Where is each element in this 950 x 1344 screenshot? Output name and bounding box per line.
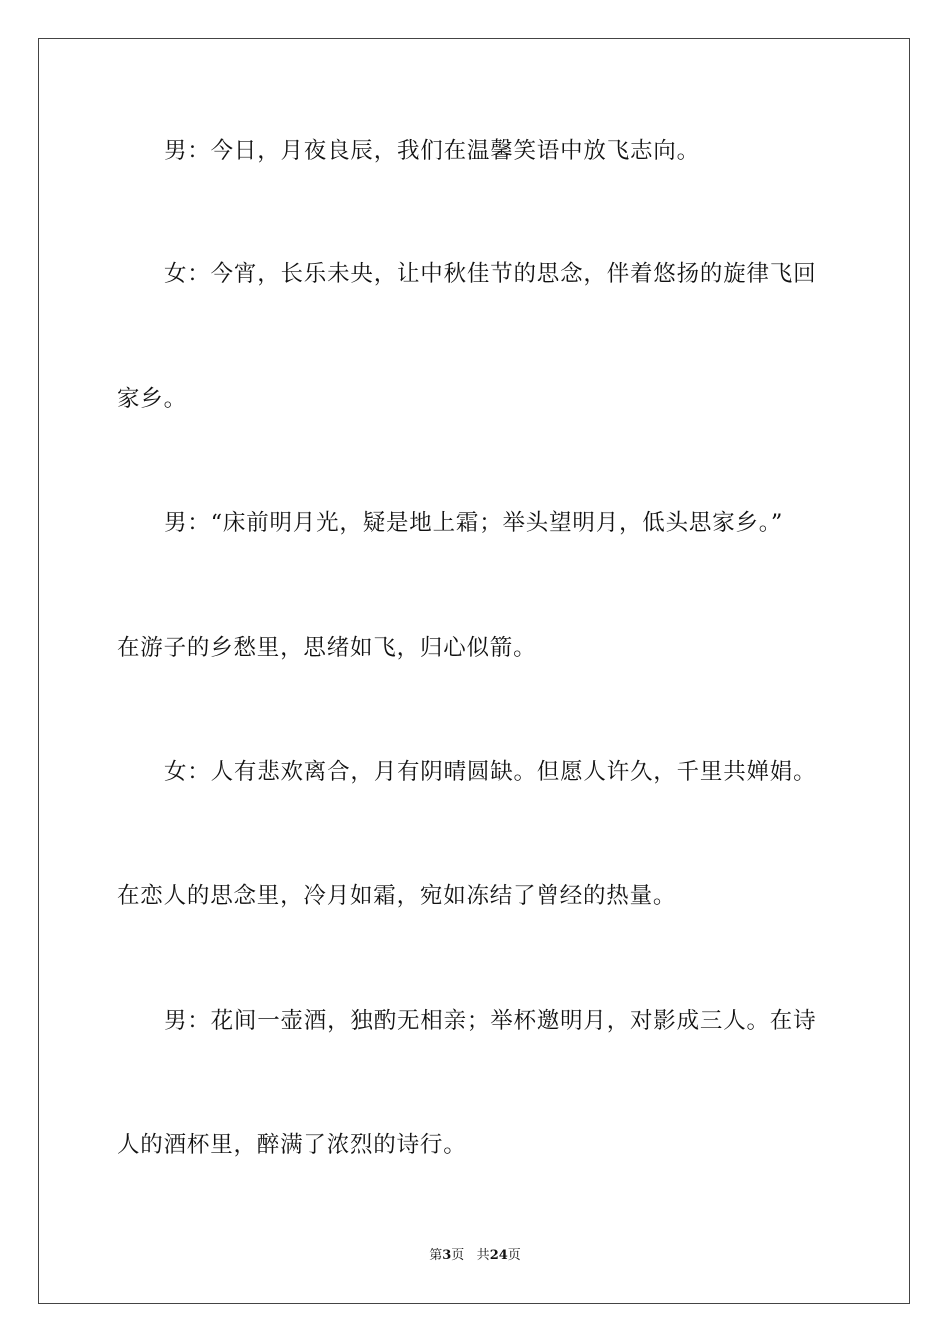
page-suffix: 页 <box>451 1248 465 1263</box>
total-pages: 24 <box>489 1248 508 1263</box>
paragraph-line: 男：“床前明月光，疑是地上霜；举头望明月，低头思家乡。” <box>164 510 784 536</box>
paragraph-line: 家乡。 <box>117 386 187 412</box>
page-prefix: 第 <box>429 1248 443 1263</box>
paragraph-line: 人的酒杯里，醉满了浓烈的诗行。 <box>117 1132 467 1158</box>
paragraph-line: 男：今日，月夜良辰，我们在温馨笑语中放飞志向。 <box>164 138 700 164</box>
total-prefix: 共 <box>476 1248 490 1263</box>
paragraph-line: 在恋人的思念里，冷月如霜，宛如冻结了曾经的热量。 <box>117 883 677 909</box>
paragraph-line: 女：今宵，长乐未央，让中秋佳节的思念，伴着悠扬的旋律飞回 <box>164 261 817 287</box>
page-border <box>38 38 910 1304</box>
paragraph-line: 女：人有悲欢离合，月有阴晴圆缺。但愿人许久，千里共婵娟。 <box>164 759 817 785</box>
paragraph-line: 在游子的乡愁里，思绪如飞，归心似箭。 <box>117 635 537 661</box>
total-suffix: 页 <box>507 1248 521 1263</box>
page-footer <box>0 1247 950 1265</box>
paragraph-line: 男：花间一壶酒，独酌无相亲；举杯邀明月，对影成三人。在诗 <box>164 1008 817 1034</box>
page-number: 3 <box>442 1248 452 1263</box>
